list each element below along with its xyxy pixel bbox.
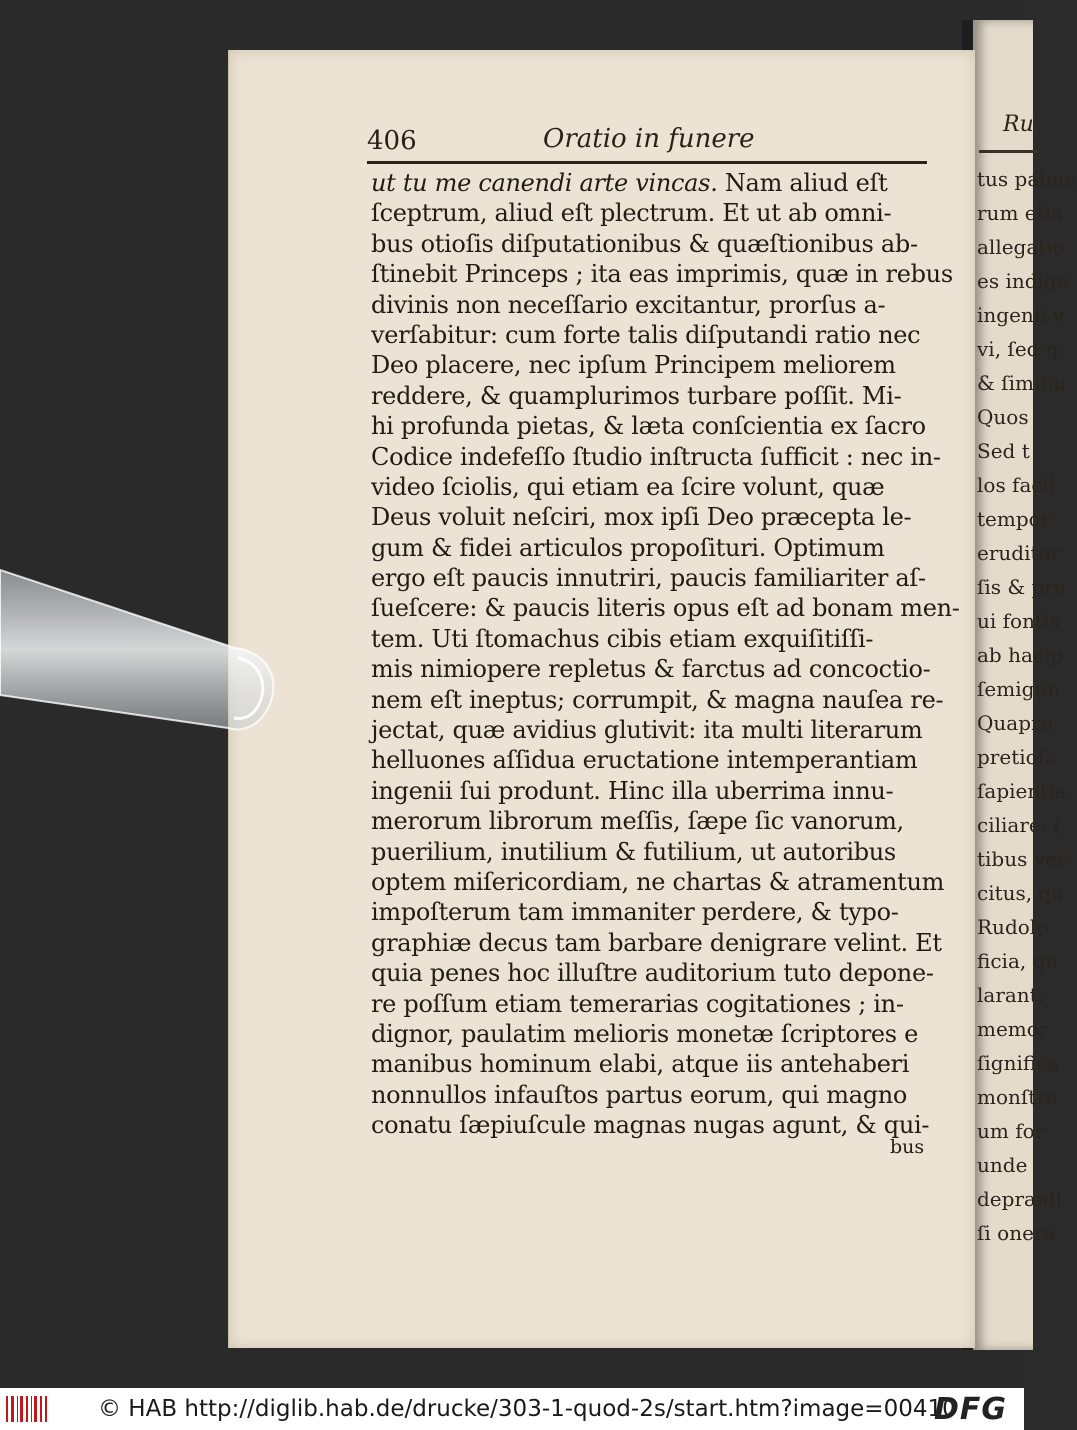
line-text: jectat, quæ avidius glutivit: ita multi literarum: [371, 716, 923, 745]
text-line: [371, 806, 931, 836]
text-line: [371, 715, 931, 745]
body-text: [371, 168, 960, 1141]
footer-bar: [0, 1388, 1024, 1430]
text-line: [371, 685, 944, 715]
line-text: ſtinebit Princeps ; ita eas imprimis, quæ in rebus: [371, 260, 953, 289]
line-text: nem eſt ineptus; corrumpit, & magna nauſea re-: [371, 685, 944, 714]
text-line: [371, 593, 960, 623]
text-line: [371, 198, 931, 228]
text-line: [371, 989, 931, 1019]
facing-line: ciliare. (: [977, 813, 1062, 837]
line-text: conatu ſæpiuſcule magnas nugas agunt, & qui-: [371, 1111, 930, 1140]
line-text: re poſſum etiam temerarias cogitationes ; in-: [371, 989, 904, 1018]
facing-line: ſis & pra: [977, 575, 1066, 599]
text-line: [371, 229, 931, 259]
facing-line: los facil: [977, 473, 1056, 497]
text-line: [371, 1049, 931, 1079]
header-rule: [367, 161, 927, 164]
line-text: verſabitur: cum forte talis diſputandi ratio nec: [371, 320, 921, 349]
facing-line: Rudolp: [977, 915, 1049, 939]
facing-line: unde: [977, 1153, 1028, 1177]
text-line: [371, 502, 931, 532]
text-line: [371, 776, 931, 806]
facing-line: ab hacip: [977, 643, 1064, 667]
facing-line: tempor: [977, 507, 1051, 531]
text-line: [371, 867, 945, 897]
facing-line: monſtra: [977, 1085, 1058, 1109]
facing-header-rule: [979, 150, 1039, 153]
text-line: [371, 958, 934, 988]
text-line: [371, 320, 931, 350]
dfg-logo: DFG: [934, 1392, 1008, 1427]
line-text: dignor, paulatim melioris monetæ ſcriptores e: [371, 1019, 919, 1048]
line-text: Deus voluit neſciri, mox ipſi Deo præcepta le-: [371, 503, 912, 532]
text-line: [371, 472, 931, 502]
line-text: graphiæ decus tam barbare denigrare velint. Et: [371, 928, 942, 957]
facing-line: larant;: [977, 983, 1045, 1007]
text-line: [371, 928, 942, 958]
line-text: ergo eſt paucis innutriri, paucis familiariter aſ-: [371, 564, 926, 593]
text-line: [371, 259, 953, 289]
barcode-icon: [6, 1394, 48, 1424]
facing-line: tus palma: [977, 167, 1077, 191]
line-text: quia penes hoc illuſtre auditorium tuto depone-: [371, 959, 934, 988]
text-line: [371, 624, 931, 654]
line-text: ſceptrum, aliud eſt plectrum. Et ut ab omni-: [371, 199, 892, 228]
facing-line: ſemigun: [977, 677, 1061, 701]
facing-line: um for: [977, 1119, 1045, 1143]
line-text: Deo placere, nec ipſum Principem meliorem: [371, 351, 896, 380]
facing-line: ficia, qu: [977, 949, 1059, 973]
facing-line: ſapientia: [977, 779, 1067, 803]
facing-line: es indige: [977, 269, 1069, 293]
text-line: [371, 1019, 931, 1049]
line-text: helluones aſſidua eructatione intemperantiam: [371, 746, 918, 775]
line-text: Codice indefeſſo ſtudio inſtructa ſufficit : nec in-: [371, 442, 941, 471]
line-text: bus otioſis diſputationibus & quæſtionibus ab-: [371, 229, 918, 258]
text-line: [371, 168, 931, 198]
italic-phrase: ut tu me canendi arte vincas.: [371, 169, 718, 197]
line-text: reddere, & quamplurimos turbare poſſit. Mi-: [371, 381, 902, 410]
facing-line: deprædi: [977, 1187, 1062, 1211]
line-text: ſueſcere: & paucis literis opus eſt ad bonam men-: [371, 594, 960, 623]
facing-page: [973, 20, 1077, 1350]
text-line: [371, 1110, 931, 1140]
line-text: mis nimiopere repletus & farctus ad concoctio-: [371, 655, 931, 684]
page-number: 406: [367, 126, 417, 156]
facing-line: citus, qu: [977, 881, 1065, 905]
text-line: [371, 350, 931, 380]
line-text: Nam aliud eſt: [717, 169, 888, 197]
facing-line: ſignifica: [977, 1051, 1060, 1075]
footer-source-link[interactable]: © HAB http://diglib.hab.de/drucke/303-1-quod-2s/start.htm?image=00410: [98, 1396, 957, 1422]
facing-line: ſi onera: [977, 1221, 1056, 1245]
facing-line: Sed t: [977, 439, 1030, 463]
text-line: [371, 837, 931, 867]
line-text: divinis non neceſſario excitantur, prorſus a-: [371, 290, 886, 319]
facing-running-head: Ru: [1003, 112, 1034, 137]
text-line: [371, 1080, 931, 1110]
line-text: optem miſericordiam, ne chartas & atramentum: [371, 867, 945, 896]
facing-line: pretioſa: [977, 745, 1057, 769]
text-line: [371, 654, 931, 684]
facing-line: rum etia: [977, 201, 1063, 225]
line-text: impoſterum tam immaniter perdere, & typo-: [371, 898, 899, 927]
running-title: Oratio in funere: [543, 124, 755, 154]
facing-line: tibus ver: [977, 847, 1067, 871]
text-line: [371, 563, 931, 593]
text-line: [371, 442, 941, 472]
text-line: [371, 290, 931, 320]
line-text: hi profunda pietas, & læta conſcientia ex ſacro: [371, 412, 926, 441]
line-text: tem. Uti ſtomachus cibis etiam exquiſitiſſi-: [371, 624, 874, 653]
glass-pointer-icon: [0, 560, 290, 750]
facing-line: memor: [977, 1017, 1049, 1041]
facing-line: eruditor: [977, 541, 1061, 565]
text-line: [371, 745, 931, 775]
facing-line: allegatio: [977, 235, 1065, 259]
text-line: [371, 411, 931, 441]
facing-line: vi, ſed q: [977, 337, 1059, 361]
line-text: video ſciolis, qui etiam ea ſcire volunt, quæ: [371, 472, 885, 501]
line-text: merorum librorum meſſis, ſæpe ſic vanorum,: [371, 807, 904, 836]
line-text: nonnullos infauſtos partus eorum, qui magno: [371, 1080, 908, 1109]
facing-line: Quos: [977, 405, 1029, 429]
line-text: gum & fidei articulos propoſituri. Optimum: [371, 533, 885, 562]
text-line: [371, 533, 931, 563]
page-header: [367, 126, 927, 162]
line-text: ingenii ſui produnt. Hinc illa uberrima innu-: [371, 776, 894, 805]
text-line: [371, 381, 931, 411]
facing-page-text: [977, 162, 1077, 1250]
line-text: puerilium, inutilium & futilium, ut autoribus: [371, 837, 896, 866]
catchword: bus: [890, 1136, 925, 1158]
facing-line: Quapro: [977, 711, 1053, 735]
facing-line: ui fontis: [977, 609, 1060, 633]
line-text: manibus hominum elabi, atque iis antehaberi: [371, 1050, 910, 1079]
facing-line: ingenii v: [977, 303, 1065, 327]
facing-line: & ſimiliu: [977, 371, 1066, 395]
text-line: [371, 897, 931, 927]
